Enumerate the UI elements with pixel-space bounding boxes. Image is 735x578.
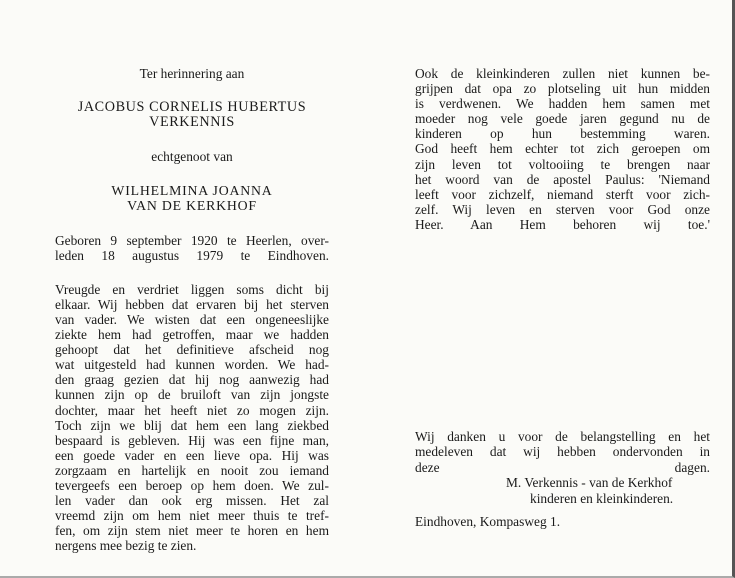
text-line: vreemd zijn om hem niet meer thuis te tref- [55, 508, 329, 524]
left-column [55, 66, 329, 553]
thanks-line: Wij danken u voor de belangstelling en het [415, 429, 710, 444]
text-line: tevergeefs een beroep op hem doen. We zul- [55, 477, 329, 493]
text-line: dochter, maar het heeft niet zo mogen zijn. [55, 402, 329, 418]
text-line: wat uitgesteld had kunnen worden. We had- [55, 357, 329, 373]
relation-text: echtgenoot van [151, 149, 233, 165]
text-line: gehoopt dat het definitieve afscheid nog [55, 342, 329, 358]
dates-paragraph [55, 233, 329, 263]
signature-name: M. Verkennis - van de Kerkhof [506, 475, 673, 490]
intro-text: Ter herinnering aan [139, 66, 245, 81]
spouse-name-line1: WILHELMINA JOANNA [111, 183, 273, 199]
deceased-name-line1: JACOBUS CORNELIS HUBERTUS [77, 99, 307, 116]
text-line: zorgzaam en hartelijk en nooit zou iemand [55, 462, 329, 478]
text-line: is verdwenen. We hadden hem samen met [415, 96, 710, 112]
text-line: grijpen dat opa zo plotseling uit hun midden [415, 81, 710, 97]
text-line: den graag gezien dat hij nog aanwezig had [55, 372, 329, 388]
text-line: God heeft hem echter tot zich geroepen om [415, 141, 710, 157]
text-line: het woord van de apostel Paulus: 'Niemand [415, 171, 710, 187]
text-line: van vader. We wisten dat een ongeneeslijke [55, 311, 329, 327]
thanks-line: deze dagen. [415, 459, 710, 475]
text-line: ziekte hem had getroffen, maar we hadden [55, 327, 329, 343]
text-line: een goede vader en een lieve opa. Hij was [55, 447, 329, 463]
text-line: Vreugde en verdriet liggen soms dicht bij [55, 281, 329, 297]
spouse-name-line2: VAN DE KERKHOF [127, 198, 257, 214]
text-line: zelf. Wij leven en sterven voor God onze [415, 201, 710, 217]
right-column [415, 66, 710, 232]
text-line: bespaard is gebleven. Hij was een fijne man, [55, 432, 329, 448]
deceased-name-line2: VERKENNIS [149, 114, 235, 131]
thanks-paragraph [415, 429, 710, 475]
text-line: kunnen zijn op de bruiloft van zijn jongste [55, 387, 329, 403]
text-line: zijn leven tot voltooiing te brengen naar [415, 156, 710, 172]
text-line: fen, om zijn stem niet meer te horen en hem [55, 523, 329, 539]
text-line: moeder nog vele goede jaren gegund nu de [415, 111, 710, 127]
text-line: len vader dan ook erg missen. Het zal [55, 493, 329, 509]
text-line: Toch zijn we blij dat hem een lang ziekbed [55, 417, 329, 433]
text-line: kinderen op hun bestemming waren. [415, 126, 710, 142]
text-line: Heer. Aan Hem behoren wij toe.' [415, 216, 710, 232]
dates-line: Geboren 9 september 1920 te Heerlen, over- [55, 232, 329, 248]
text-line: leeft voor zichzelf, niemand sterft voor zich- [415, 186, 710, 202]
place-address: Eindhoven, Kompasweg 1. [415, 514, 561, 529]
signature-family: kinderen en kleinkinderen. [530, 491, 674, 506]
memorial-text-left [55, 282, 329, 554]
text-line: Ook de kleinkinderen zullen niet kunnen be- [415, 66, 710, 81]
thanks-line: medeleven dat wij hebben ondervonden in [415, 444, 710, 460]
text-line: nergens mee bezig te zien. [55, 538, 197, 554]
dates-line: leden 18 augustus 1979 te Eindhoven. [55, 247, 329, 263]
text-line: elkaar. Wij hebben dat ervaren bij het sterven [55, 296, 329, 312]
